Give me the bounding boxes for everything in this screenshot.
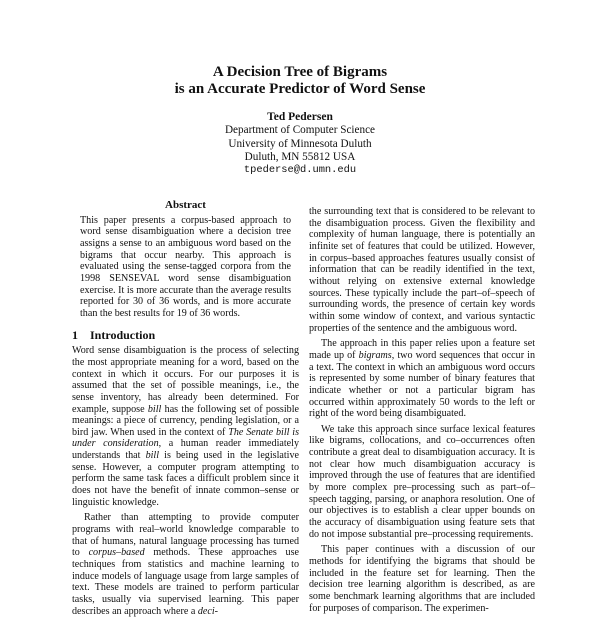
intro-paragraph-2	[72, 512, 299, 617]
right-column	[309, 206, 535, 614]
right-paragraph-2	[309, 338, 535, 420]
title-line-1: A Decision Tree of Bigrams	[212, 64, 388, 80]
emphasis: The Senate bill is under consideration	[72, 426, 300, 450]
intro-paragraph-1	[72, 345, 299, 508]
text-run: has the following set of possible meanings: a piece of currency, pending legislation, or a bird jaw. When used in the context of	[72, 403, 299, 438]
emphasis: bill	[147, 403, 162, 415]
emphasis: deci-	[197, 605, 219, 617]
text-run: The approach in this paper relies upon a feature set made up of	[309, 338, 535, 361]
text-run: Word sense disambiguation is the process of selecting the most appropriate meaning for a word, based on the context in which it occurs. For our purposes it is assumed that the set of possible meanings, i.e., the sense inventory, has already been determined. For example, suppose	[72, 345, 299, 415]
author-name: Ted Pedersen	[267, 111, 333, 123]
right-paragraph-4: This paper continues with a discussion of our methods for identifying the bigrams that should be included in the feature set for learning. Then the decision tree learning algorithm is described, as are some benchmark learning algorithms that are included for purposes of comparison. The experimen-	[309, 544, 535, 614]
emphasis: bigrams	[358, 349, 392, 361]
right-paragraph-3: We take this approach since surface lexical features like bigrams, collocations, and co–occurrences often contribute a great deal to disambiguation accuracy. It is not clear how much disambiguation accuracy is improved through the use of features that are identified by more complex pre–processing such as part–of–speech tagging, parsing, or anaphora resolution. One of our objectives is to establish a clear upper bounds on the accuracy of disambiguation using feature sets that do not impose substantial pre–processing requirements.	[309, 423, 535, 540]
author-email: tpederse@d.umn.edu	[243, 164, 357, 177]
text-run: is being used in the legislative sense. However, a computer program attempting to perform the same task faces a difficult problem since it does not have the benefit of innate common–sense or linguistic knowledge.	[72, 450, 300, 508]
author-block	[0, 111, 600, 177]
abstract-text: This paper presents a corpus-based approach to word sense disambiguation where a decision tree assigns a sense to an ambiguous word based on the bigrams that occur nearby. This approach is evaluated using the sense-tagged corpora from the 1998 SENSEVAL word sense disambiguation exercise. It is more accurate than the average results reported for 30 of 36 words, and is more accurate than the best results for 19 of 36 words.	[80, 214, 291, 319]
section-heading-introduction	[72, 327, 299, 342]
text-run: Rather than attempting to provide computer programs with real–world knowledge comparable to that of humans, natural language processing has turned to	[72, 512, 299, 559]
right-paragraph-1: the surrounding text that is considered to be relevant to the disambiguation process. Given the flexibility and complexity of human language, there is potentially an infinite set of features that could be utilized. However, in corpus–based approaches features usually consist of information that can be readily identified in the text, without relying on extensive external knowledge sources. These typically include the part–of–speech of surrounding words, the presence of certain key words within some window of context, and various syntactic properties of the sentence and the ambiguous word.	[309, 206, 535, 334]
emphasis: bill	[145, 450, 160, 462]
section-number: 1	[72, 327, 78, 342]
title-line-2: is an Accurate Predictor of Word Sense	[174, 81, 426, 97]
emphasis: corpus–based	[88, 547, 145, 559]
text-run: , two word sequences that occur in a text. The context in which an ambiguous word occurs is represented by some number of binary features that indicate whether or not a particular bigram has occurred within approximately 50 words to the left or right of the word being disambiguated.	[309, 349, 535, 420]
left-column	[72, 200, 299, 617]
text-run: , a human reader immediately understands that	[72, 438, 299, 462]
section-title: Introduction	[90, 327, 156, 342]
affiliation-department: Department of Computer Science	[224, 124, 376, 137]
text-run: methods. These approaches use techniques from statistics and machine learning to induce models of language usage from large samples of text. These models are trained to perform particular tasks, usually via supervised learning. This paper describes an approach where a	[72, 547, 300, 617]
affiliation-address: Duluth, MN 55812 USA	[244, 150, 356, 163]
affiliation-university: University of Minnesota Duluth	[228, 137, 372, 150]
paper-title	[0, 64, 600, 98]
abstract-heading: Abstract	[165, 199, 206, 211]
